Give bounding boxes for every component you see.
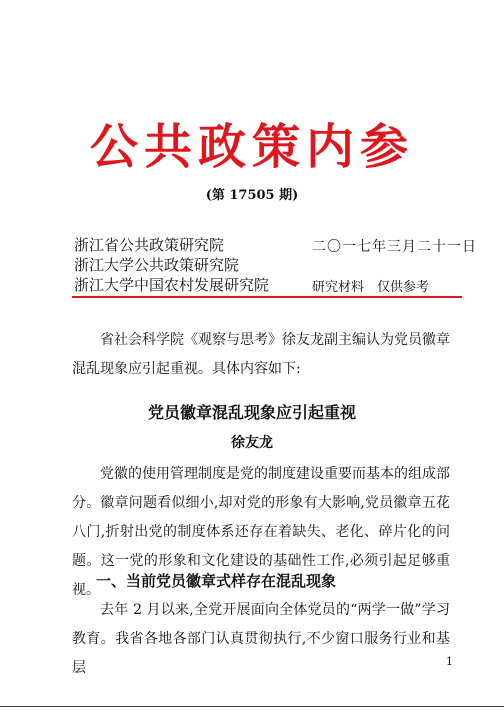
page-bottom-border: [0, 706, 504, 707]
institution-2: 浙江大学公共政策研究院: [74, 256, 240, 274]
section-heading-1: 一、当前党员徽章式样存在混乱现象: [96, 572, 337, 590]
institution-1: 浙江省公共政策研究院: [74, 236, 225, 254]
issue-number: (第 17505 期): [205, 188, 299, 203]
article-title: 党员徽章混乱现象应引起重视: [147, 403, 356, 422]
intro-paragraph: 省社会科学院《观察与思考》徐友龙副主编认为党员徽章混乱现象应引起重视。具体内容如下:: [72, 332, 450, 377]
header-divider: [72, 296, 462, 298]
page-title: 公共政策内参: [89, 119, 414, 175]
article-author: 徐友龙: [231, 435, 273, 451]
body-paragraph-2: 去年 2 月以来,全党开展面向全体党员的“两学一做”学习教育。我省各地各部门认真贯彻执行,不少窗口服务行业和基层: [72, 602, 450, 676]
publish-date: 二〇一七年三月二十一日: [312, 239, 477, 255]
body-paragraph-1: 党徽的使用管理制度是党的制度建设重要而基本的组成部分。徽章问题看似细小,却对党的形象有大影响,党员徽章五花八门,折射出党的制度体系还存在着缺失、老化、碎片化的问题。这一党的形象和文化建设的基础性工作,必须引起足够重视。: [72, 466, 450, 598]
page-number: 1: [446, 655, 453, 668]
reference-note: 研究材料 仅供参考: [312, 280, 430, 295]
institution-3: 浙江大学中国农村发展研究院: [74, 276, 270, 294]
